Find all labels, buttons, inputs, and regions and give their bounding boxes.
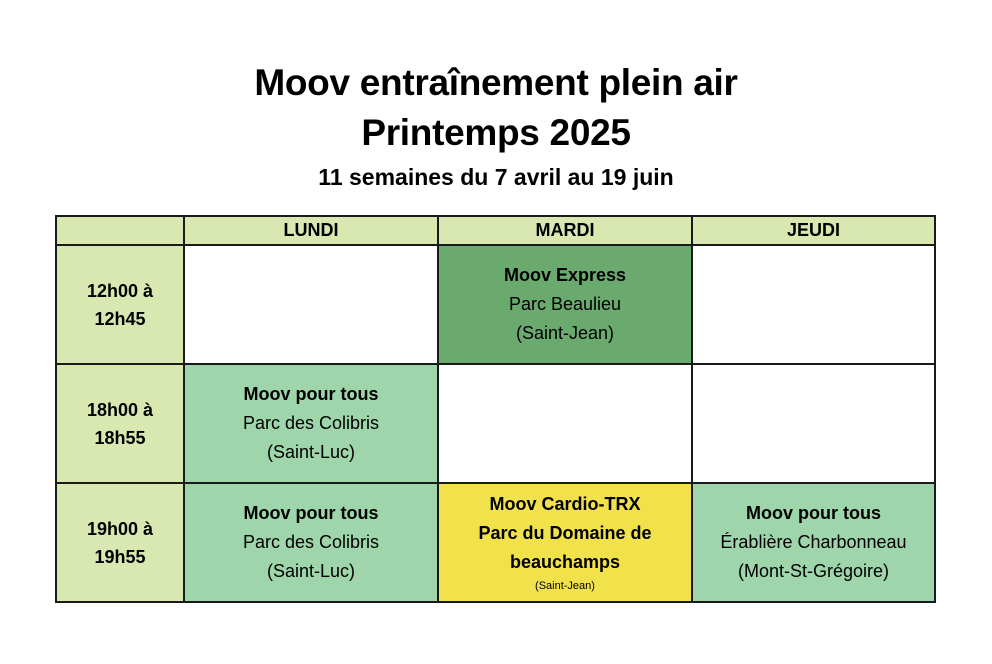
class-place: Parc des Colibris: [242, 532, 380, 552]
time-slot-cell: [56, 364, 184, 483]
class-city: (Mont-St-Grégoire): [737, 561, 890, 581]
class-place: Parc Beaulieu: [508, 294, 622, 314]
empty-slot: [692, 364, 935, 483]
class-place-line1: Parc du Domaine de: [478, 523, 652, 543]
table-row: [56, 245, 935, 364]
class-city: (Saint-Luc): [266, 561, 356, 581]
class-slot-pour-tous: [184, 364, 438, 483]
time-slot-cell: [56, 245, 184, 364]
time-end: 19h55: [94, 546, 146, 567]
page-subtitle: 11 semaines du 7 avril au 19 juin: [318, 164, 674, 190]
class-name: Moov pour tous: [243, 384, 379, 404]
class-place-line2: beauchamps: [509, 552, 621, 572]
empty-slot: [184, 245, 438, 364]
class-city: (Saint-Jean): [515, 323, 615, 343]
class-name: Moov Cardio-TRX: [489, 494, 641, 514]
class-city: (Saint-Jean): [535, 580, 595, 592]
table-header-row: [56, 216, 935, 245]
time-start: 12h00 à: [86, 280, 154, 301]
day-header-jeudi: JEUDI: [692, 216, 935, 245]
schedule-table: [55, 215, 936, 603]
time-start: 18h00 à: [86, 399, 154, 420]
class-slot-cardio-trx: [438, 483, 692, 602]
empty-slot: [692, 245, 935, 364]
class-slot-express: [438, 245, 692, 364]
class-place: Érablière Charbonneau: [720, 532, 907, 552]
class-name: Moov pour tous: [243, 503, 379, 523]
table-row: [56, 483, 935, 602]
class-place: Parc des Colibris: [242, 413, 380, 433]
page-season: Printemps 2025: [361, 112, 631, 153]
time-slot-cell: [56, 483, 184, 602]
table-row: [56, 364, 935, 483]
class-name: Moov Express: [503, 265, 627, 285]
page-title: Moov entraînement plein air: [254, 62, 738, 103]
time-end: 12h45: [94, 308, 146, 329]
day-header-lundi: LUNDI: [184, 216, 438, 245]
time-start: 19h00 à: [86, 518, 154, 539]
class-city: (Saint-Luc): [266, 442, 356, 462]
class-name: Moov pour tous: [746, 503, 881, 523]
page-header: [0, 58, 992, 192]
day-header-mardi: MARDI: [438, 216, 692, 245]
time-end: 18h55: [94, 427, 146, 448]
class-slot-pour-tous: [692, 483, 935, 602]
class-slot-pour-tous: [184, 483, 438, 602]
empty-slot: [438, 364, 692, 483]
corner-cell: [56, 216, 184, 245]
